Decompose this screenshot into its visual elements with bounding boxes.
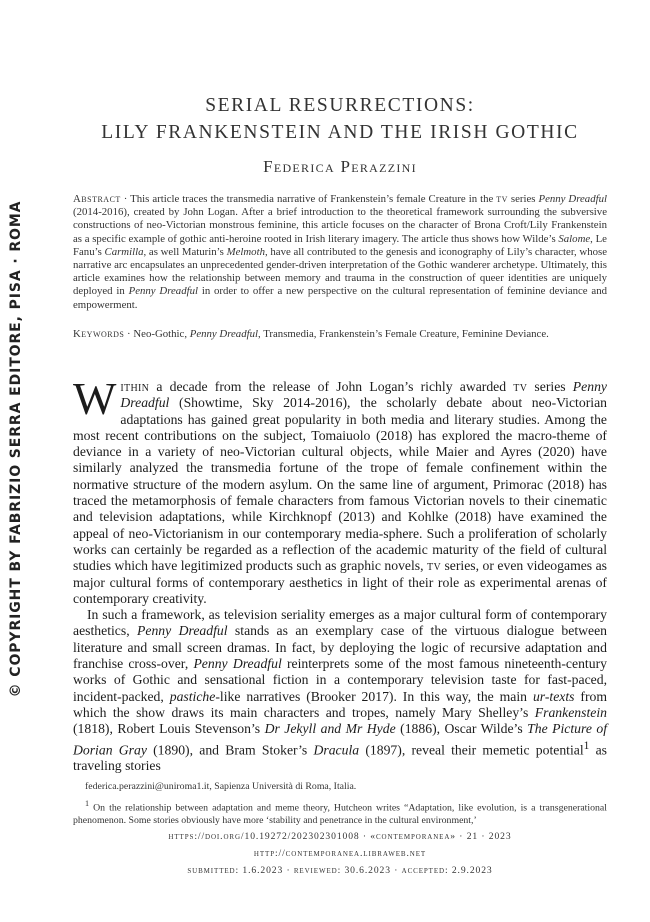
keywords-label: Keywords	[73, 328, 125, 340]
drop-cap: W	[73, 373, 117, 424]
paragraph-1: Within a decade from the release of John Logan’s richly awarded tv series Penny Dreadful (Showtime, Sky 2014-2016), the scholarly debate about neo-Victorian adaptations has gained great popularity in both media and literary studies. Among the most recent contributions on the subject, Tomaiuolo (2018) has explored the macro-theme of deviance in a variety of neo-Victorian cultural objects, while Maier and Ayres (2020) have similarly analyzed the transmedia fortune of the trope of female confinement within the normative structure of the modern asylum. On the same line of argument, Primorac (2018) has traced the metamorphosis of female characters from famous Victorian novels to their cinematic and television adaptations, while Kirchknopf (2013) and Kohlke (2018) have examined the appeal of neo-Victorianism in our contemporary media-sphere. Such a proliferation of scholarly works can certainly be regarded as a reflection of the academic maturity of the field of cultural studies which have legitimized products such as graphic novels, tv series, or even videogames as major cultural forms of contemporary aesthetics in light of their role as experimental arenas of contemporary creativity.	[73, 373, 607, 606]
footnote-ref[interactable]: 1	[583, 739, 590, 752]
abstract-label: Abstract	[73, 193, 121, 205]
author-affiliation-note: federica.perazzini@uniroma1.it, Sapienza Università di Roma, Italia.	[85, 781, 357, 792]
keywords: Keywords · Neo-Gothic, Penny Dreadful, Transmedia, Frankenstein’s Female Creature, Feminine Deviance.	[73, 328, 549, 340]
article-title-line-2: LILY FRANKENSTEIN AND THE IRISH GOTHIC	[101, 122, 579, 143]
copyright-text: © COPYRIGHT BY FABRIZIO SERRA EDITORE, PISA · ROMA	[8, 200, 24, 698]
paragraph-2: In such a framework, as television seriality emerges as a major cultural form of contemporary aesthetics, Penny Dreadful stands as an exemplary case of the virtuous dialogue between literature and small screen dramas. In fact, by deploying the logic of recursive adaptation and franchise cross-over, Penny Dreadful reinterprets some of the most famous nineteenth-century works of Gothic and sensational fiction in a contemporary television taste for fast-paced, incident-packed, pastiche-like narratives (Brooker 2017). In this way, the main ur-texts from which the show draws its main characters and tropes, namely Mary Shelley’s Frankenstein (1818), Robert Louis Stevenson’s Dr Jekyll and Mr Hyde (1886), Oscar Wilde’s The Picture of Dorian Gray (1890), and Bram Stoker’s Dracula (1897), reveal their memetic potential$^1$ as traveling stories	[73, 607, 608, 774]
article-title-line-1: SERIAL RESURRECTIONS:	[205, 95, 475, 116]
body-text	[73, 373, 608, 775]
footnote-1: $^1$ On the relationship between adaptation and meme theory, Hutcheon writes “Adaptation, like evolution, is a transgenerational phenomenon. Some stories obviously have more ‘stability and penetrance in the cultural environment,’	[73, 799, 607, 826]
footer-url[interactable]: http://contemporanea.libraweb.net	[253, 848, 427, 859]
footer-dates: submitted: 1.6.2023 · reviewed: 30.6.2023 · accepted: 2.9.2023	[187, 865, 493, 876]
footer-doi[interactable]: https://doi.org/10.19272/202302301008 · «contemporanea» · 21 · 2023	[168, 831, 512, 842]
author-name: Federica Perazzini	[263, 157, 417, 176]
abstract: Abstract · This article traces the transmedia narrative of Frankenstein’s female Creature in the tv series Penny Dreadful (2014-2016), created by John Logan. After a brief introduction to the theoretical framework surrounding the subversive constructions of neo-Victorian monstrous feminine, this article focuses on the character of Brona Croft/Lily Frankenstein as a specific example of gothic anti-heroine rooted in Irish literary imagery. The article thus shows how Wilde’s Salome, Le Fanu’s Carmilla, as well Maturin’s Melmoth, have all contributed to the genesis and iconography of Lily’s character, whose narrative arc encapsulates an unprecedented gender-driven interpretation of the Gothic wanderer archetype. Ultimately, this article examines how the relationship between memory and trauma in the construction of queer identities are uniquely deployed in Penny Dreadful in order to offer a new perspective on the cultural representation of feminine deviance and empowerment.	[73, 193, 608, 311]
copyright-strip	[8, 200, 24, 698]
